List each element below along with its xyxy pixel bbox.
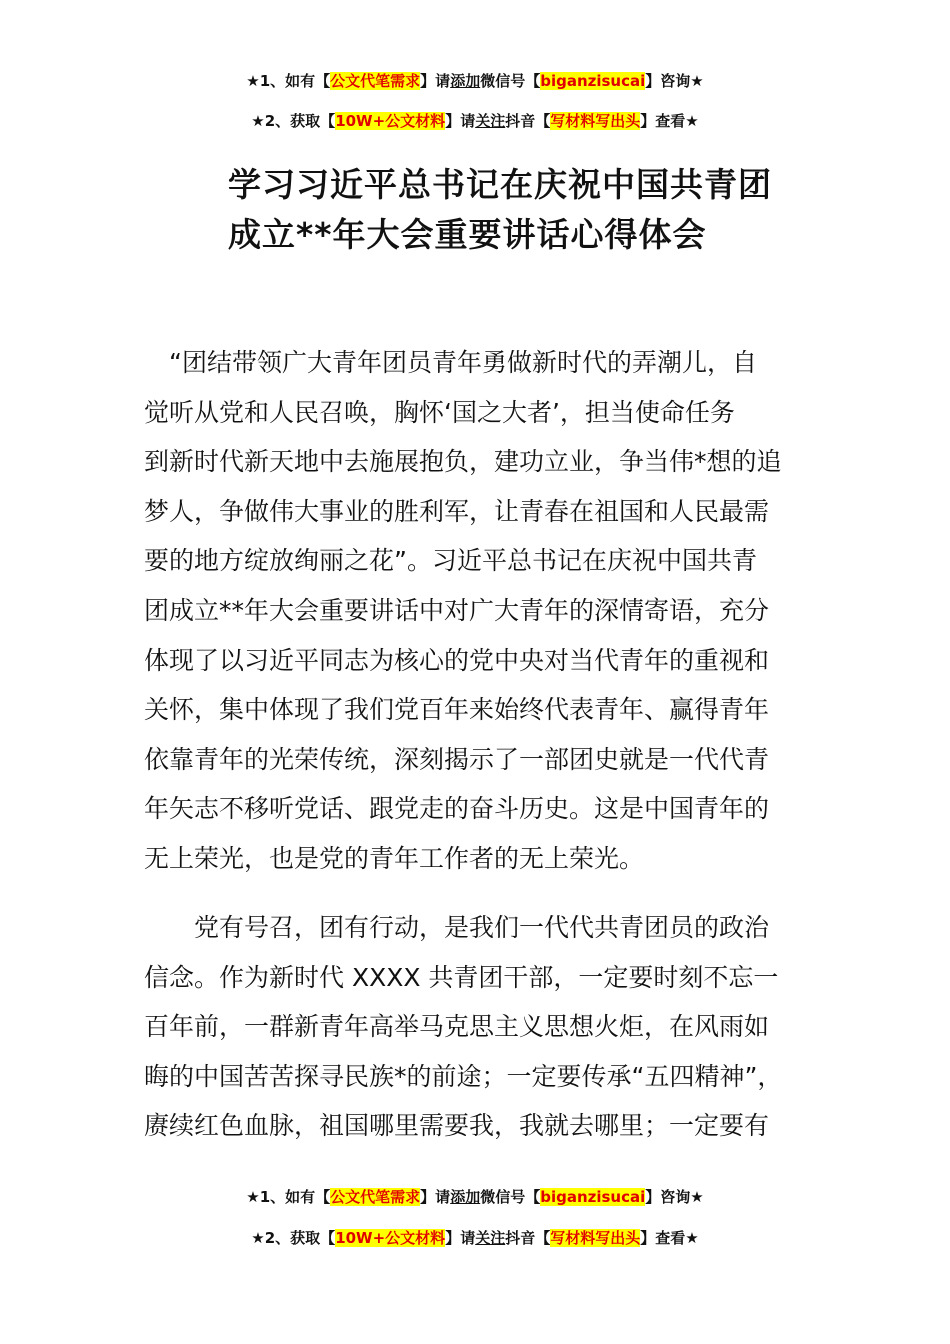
banner-text: 】请	[445, 112, 476, 130]
title-line: 成立**年大会重要讲话心得体会	[228, 215, 707, 254]
text-line: 赓续红色血脉，祖国哪里需要我，我就去哪里；一定要有	[144, 1111, 770, 1141]
banner-text: ★2、获取【	[251, 1229, 336, 1247]
text-line: 年矢志不移听党话、跟党走的奋斗历史。这是中国青年的	[144, 794, 770, 824]
underlined-text: 添加	[450, 72, 481, 90]
douyin-name: 写材料写出头	[550, 112, 641, 130]
text-line: “团结带领广大青年团员青年勇做新时代的弄潮儿，自	[144, 348, 757, 377]
text-line: 依靠青年的光荣传统，深刻揭示了一部团史就是一代代青	[144, 744, 770, 774]
banner-text: 抖音【	[505, 112, 551, 130]
text-line: 觉听从党和人民召唤，胸怀‘国之大者’，担当使命任务	[144, 397, 735, 427]
banner-text: 】咨询★	[645, 1188, 704, 1206]
header-banner-line-1	[0, 70, 950, 92]
footer-banner-line-1	[0, 1186, 950, 1208]
footer-banner-line-2	[0, 1227, 950, 1249]
title-line: 学习习近平总书记在庆祝中国共青团	[228, 165, 772, 204]
highlight-text: 10W+公文材料	[335, 1229, 446, 1247]
wechat-id: biganzisucai	[540, 72, 646, 90]
text-line: 百年前，一群新青年高举马克思主义思想火炬，在风雨如	[144, 1012, 770, 1042]
highlight-text: 公文代笔需求	[330, 1188, 421, 1206]
text-line: 体现了以习近平同志为核心的党中央对当代青年的重视和	[144, 645, 770, 675]
text-line: 无上荣光，也是党的青年工作者的无上荣光。	[144, 843, 645, 873]
banner-text: ★2、获取【	[251, 112, 336, 130]
highlight-text: 公文代笔需求	[330, 72, 421, 90]
underlined-text: 添加	[450, 1188, 481, 1206]
underlined-text: 关注	[475, 112, 506, 130]
text-line: 党有号召，团有行动，是我们一代代共青团员的政治	[144, 913, 770, 942]
text-line: 关怀，集中体现了我们党百年来始终代表青年、赢得青年	[144, 695, 770, 725]
paragraph-1	[144, 338, 814, 884]
banner-text: 】咨询★	[645, 72, 704, 90]
banner-text: 】请	[445, 1229, 476, 1247]
banner-text: ★1、如有【	[246, 72, 331, 90]
banner-text: 微信号【	[480, 72, 541, 90]
text-line: 到新时代新天地中去施展抱负，建功立业，争当伟*想的追	[144, 447, 782, 477]
header-banner-line-2	[0, 110, 950, 132]
text-line: 团成立**年大会重要讲话中对广大青年的深情寄语，充分	[144, 595, 770, 625]
banner-text: 】请	[420, 72, 451, 90]
highlight-text: 10W+公文材料	[335, 112, 446, 130]
banner-text: 】查看★	[640, 1229, 699, 1247]
text-line: 晦的中国苦苦探寻民族*的前途；一定要传承“五四精神”，	[144, 1061, 783, 1091]
douyin-name: 写材料写出头	[550, 1229, 641, 1247]
paragraph-2	[144, 903, 814, 1151]
banner-text: 微信号【	[480, 1188, 541, 1206]
text-line: 要的地方绽放绚丽之花”。习近平总书记在庆祝中国共青	[144, 546, 757, 576]
banner-text: 】查看★	[640, 112, 699, 130]
banner-text: 】请	[420, 1188, 451, 1206]
document-title	[228, 160, 848, 260]
underlined-text: 关注	[475, 1229, 506, 1247]
text-line: 信念。作为新时代 XXXX 共青团干部，一定要时刻不忘一	[144, 962, 779, 992]
banner-text: 抖音【	[505, 1229, 551, 1247]
banner-text: ★1、如有【	[246, 1188, 331, 1206]
text-line: 梦人，争做伟大事业的胜利军，让青春在祖国和人民最需	[144, 496, 770, 526]
wechat-id: biganzisucai	[540, 1188, 646, 1206]
